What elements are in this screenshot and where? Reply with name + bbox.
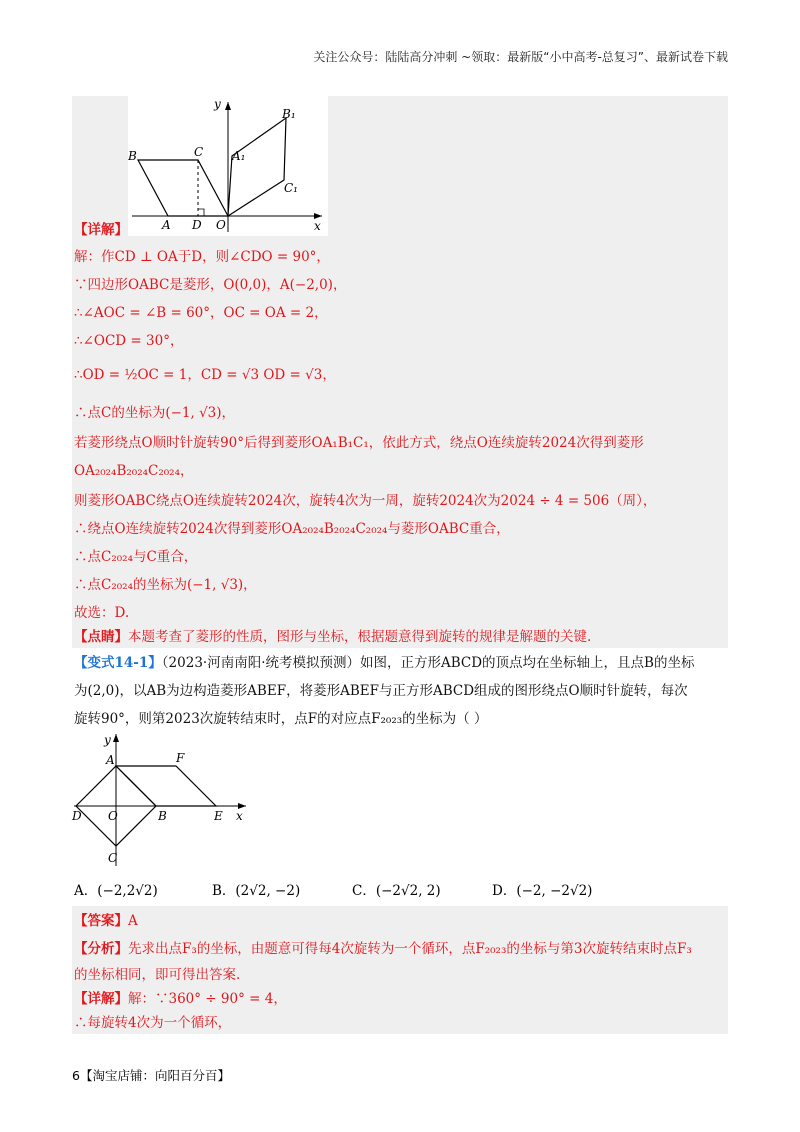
label-B-2: B (158, 809, 167, 823)
detail2-text-1: 解：∵360° ÷ 90° = 4， (128, 991, 287, 1007)
solution-line-10: ∴绕点O连续旋转2024次得到菱形OA₂₀₂₄B₂₀₂₄C₂₀₂₄与菱形OABC重合， (74, 521, 510, 537)
variant-line-2: 为(2,0)，以AB为边构造菱形ABEF，将菱形ABEF与正方形ABCD组成的图形绕点O顺时针旋转，每次 (74, 683, 688, 699)
label-B1: B₁ (282, 107, 296, 121)
detail2-line-2: ∴每旋转4次为一个循环， (74, 1015, 232, 1031)
label-y: y (214, 97, 221, 111)
answer-line (74, 912, 138, 930)
comment-text: 本题考查了菱形的性质，图形与坐标，根据题意得到旋转的规律是解题的关键. (128, 629, 592, 645)
label-A1: A₁ (232, 149, 246, 163)
label-C1: C₁ (284, 181, 298, 195)
label-O: O (216, 218, 226, 232)
solution-line-3: ∴∠AOC = ∠B = 60°，OC = OA = 2， (74, 305, 328, 321)
solution-line-8: OA₂₀₂₄B₂₀₂₄C₂₀₂₄， (74, 463, 194, 479)
label-D-2: D (72, 809, 82, 823)
label-E-2: E (214, 809, 223, 823)
choice-c[interactable]: C．(−2√2, 2) (352, 883, 441, 899)
detail2-tag: 【详解】 (74, 991, 128, 1007)
label-x: x (314, 219, 321, 233)
label-D: D (192, 218, 202, 232)
solution-line-7: 若菱形绕点O顺时针旋转90°后得到菱形OA₁B₁C₁，依此方式，绕点O连续旋转2024次得到菱形 (74, 435, 644, 451)
page-footer: 6【淘宝店铺：向阳百分百】 (72, 1068, 230, 1083)
label-x-2: x (236, 809, 243, 823)
solution-line-4: ∴∠OCD = 30°， (74, 333, 184, 349)
rhombus-ABEF (116, 766, 216, 806)
analysis-line-1 (74, 940, 692, 958)
choice-a[interactable]: A．(−2,2√2) (74, 883, 158, 899)
page-header: 关注公众号：陆陆高分冲刺 ~领取：最新版“小中高考-总复习”、最新试卷下载 (313, 50, 728, 64)
solution-line-9: 则菱形OABC绕点O连续旋转2024次，旋转4次为一周，旋转2024次为2024 ÷ 4 = 506（周）， (74, 493, 657, 509)
variant-line-1 (74, 654, 694, 672)
detail2-line-1 (74, 990, 287, 1008)
choice-d[interactable]: D．(−2, −2√2) (492, 883, 593, 899)
label-A-2: A (106, 753, 115, 767)
label-y-2: y (104, 733, 111, 747)
comment-tag: 【点睛】 (74, 629, 128, 645)
answer-tag: 【答案】 (74, 913, 128, 929)
analysis-tag: 【分析】 (74, 941, 128, 957)
solution-line-11: ∴点C₂₀₂₄与C重合， (74, 549, 198, 565)
square-rhombus-figure (70, 730, 250, 870)
variant-tag: 【变式14-1】 (74, 655, 162, 671)
variant-text-1: （2023·河南南阳·统考模拟预测）如图，正方形ABCD的顶点均在坐标轴上，且点B的坐标 (161, 655, 695, 671)
label-C: C (194, 145, 204, 159)
solution-line-13: 故选：D. (74, 605, 130, 621)
solution-line-2: ∵四边形OABC是菱形，O(0,0)，A(−2,0)， (74, 277, 347, 293)
label-B: B (128, 149, 137, 163)
comment-line (74, 628, 591, 646)
detail-tag: 【详解】 (74, 222, 128, 238)
solution-line-1: 解：作CD ⊥ OA于D，则∠CDO = 90°， (74, 249, 330, 265)
analysis-line-2: 的坐标相同，即可得出答案. (74, 967, 241, 983)
label-F-2: F (176, 751, 185, 765)
rhombus-rotation-figure (128, 96, 328, 236)
choice-b[interactable]: B．(2√2, −2) (212, 883, 301, 899)
label-O-2: O (108, 809, 118, 823)
solution-line-6: ∴点C的坐标为(−1, √3)， (74, 405, 236, 421)
solution-line-12: ∴点C₂₀₂₄的坐标为(−1, √3)， (74, 577, 257, 593)
label-C-2: C (108, 851, 118, 865)
answer-value: A (128, 913, 138, 929)
variant-line-3: 旋转90°，则第2023次旋转结束时，点F的对应点F₂₀₂₃的坐标为（ ） (74, 711, 488, 727)
solution-line-5: ∴OD = ½OC = 1，CD = √3 OD = √3， (74, 367, 336, 383)
label-A: A (162, 218, 171, 232)
analysis-text-1: 先求出点F₃的坐标，由题意可得每4次旋转为一个循环，点F₂₀₂₃的坐标与第3次旋转结束时点F₃ (128, 941, 692, 957)
